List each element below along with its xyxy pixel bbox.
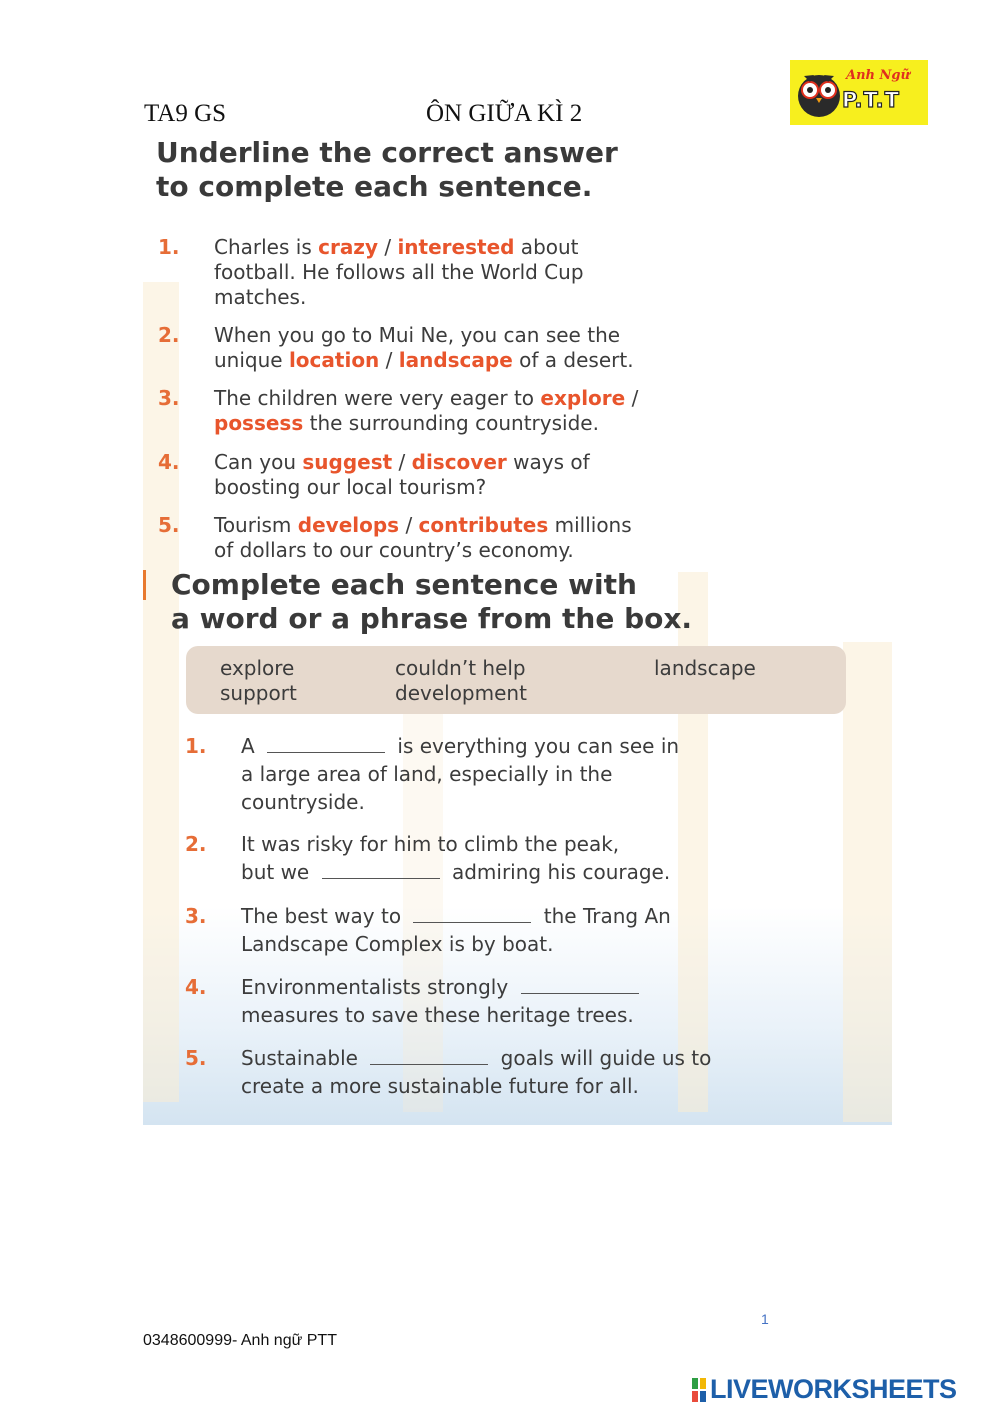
exercise1-title-line: Underline the correct answer xyxy=(156,136,618,169)
item-number: 5. xyxy=(158,513,180,537)
logo-brand-text: Anh Ngữ xyxy=(846,68,910,83)
text-segment: create a more sustainable future for all. xyxy=(241,1074,639,1098)
page-number: 1 xyxy=(761,1311,769,1327)
item-line xyxy=(241,788,679,816)
text-segment: / xyxy=(625,386,639,410)
answer-blank[interactable] xyxy=(413,906,531,923)
answer-blank[interactable] xyxy=(322,862,440,879)
anh-ngu-ptt-logo xyxy=(790,60,928,125)
item-text xyxy=(241,1044,711,1100)
item-line xyxy=(214,411,638,436)
liveworksheets-icon xyxy=(692,1378,706,1402)
owl-icon xyxy=(796,66,842,120)
word-box-item: landscape xyxy=(654,656,756,680)
item-number: 3. xyxy=(185,904,207,928)
footer-contact: 0348600999- Anh ngữ PTT xyxy=(143,1332,337,1349)
text-segment: boosting our local tourism? xyxy=(214,475,487,499)
exercise1-title-line: to complete each sentence. xyxy=(156,170,593,203)
item-line xyxy=(241,1001,645,1029)
text-segment: goals will guide us to xyxy=(494,1046,712,1070)
item-line xyxy=(214,450,590,475)
text-segment: of dollars to our country’s economy. xyxy=(214,538,574,562)
item-line xyxy=(241,732,679,760)
answer-option[interactable]: crazy xyxy=(318,235,378,259)
word-box-item: explore xyxy=(220,656,295,680)
item-number: 3. xyxy=(158,386,180,410)
exercise1-title xyxy=(156,136,618,204)
text-segment: / xyxy=(378,235,398,259)
text-segment: A xyxy=(241,734,262,758)
exercise2-title xyxy=(171,568,692,636)
text-segment: but we xyxy=(241,860,316,884)
item-text xyxy=(241,973,645,1029)
item-text xyxy=(241,902,671,958)
answer-blank[interactable] xyxy=(370,1048,488,1065)
item-line xyxy=(214,260,584,285)
text-segment: the Trang An xyxy=(537,904,671,928)
text-segment: The children were very eager to xyxy=(214,386,541,410)
text-segment: admiring his courage. xyxy=(445,860,671,884)
text-segment: / xyxy=(399,513,419,537)
text-segment: the surrounding countryside. xyxy=(303,411,599,435)
text-segment: of a desert. xyxy=(512,348,634,372)
answer-option[interactable]: possess xyxy=(214,411,304,435)
liveworksheets-text: LIVEWORKSHEETS xyxy=(710,1374,957,1404)
item-number: 2. xyxy=(158,323,180,347)
text-segment: Can you xyxy=(214,450,303,474)
answer-option[interactable]: suggest xyxy=(302,450,393,474)
item-line xyxy=(214,348,634,373)
item-number: 4. xyxy=(158,450,180,474)
item-number: 1. xyxy=(185,734,207,758)
section-marker xyxy=(143,570,146,600)
header-left: TA9 GS xyxy=(144,100,227,127)
answer-option[interactable]: contributes xyxy=(418,513,549,537)
text-segment: / xyxy=(379,348,399,372)
word-box-item: couldn’t help xyxy=(395,656,526,680)
item-line xyxy=(214,323,634,348)
text-segment: It was risky for him to climb the peak, xyxy=(241,832,620,856)
background-decoration xyxy=(843,642,892,1122)
item-text xyxy=(214,323,634,373)
text-segment: When you go to Mui Ne, you can see the xyxy=(214,323,621,347)
item-line xyxy=(241,1044,711,1072)
answer-option[interactable]: discover xyxy=(411,450,507,474)
answer-blank[interactable] xyxy=(521,977,639,994)
text-segment: is everything you can see in xyxy=(391,734,680,758)
worksheet-image xyxy=(143,132,892,1125)
item-text xyxy=(214,235,584,310)
answer-option[interactable]: interested xyxy=(397,235,515,259)
item-line xyxy=(214,235,584,260)
item-line xyxy=(241,930,671,958)
item-line xyxy=(214,513,632,538)
exercise2-title-line: Complete each sentence with xyxy=(171,568,637,601)
header-center-title: ÔN GIỮA KÌ 2 xyxy=(426,100,583,127)
text-segment: / xyxy=(392,450,412,474)
answer-option[interactable]: landscape xyxy=(398,348,513,372)
text-segment: Sustainable xyxy=(241,1046,365,1070)
item-text xyxy=(214,513,632,563)
item-text xyxy=(214,450,590,500)
item-line xyxy=(241,760,679,788)
text-segment: millions xyxy=(548,513,632,537)
item-line xyxy=(214,475,590,500)
text-segment: Landscape Complex is by boat. xyxy=(241,932,554,956)
item-text xyxy=(241,830,670,886)
text-segment: football. He follows all the World Cup xyxy=(214,260,584,284)
item-line xyxy=(241,858,670,886)
logo-initials: P.T.T xyxy=(842,88,900,112)
item-text xyxy=(214,386,638,436)
item-number: 1. xyxy=(158,235,180,259)
item-number: 4. xyxy=(185,975,207,999)
answer-option[interactable]: develops xyxy=(297,513,400,537)
item-line xyxy=(241,830,670,858)
item-line xyxy=(241,1072,711,1100)
item-number: 2. xyxy=(185,832,207,856)
word-box-item: development xyxy=(395,681,527,705)
text-segment: measures to save these heritage trees. xyxy=(241,1003,634,1027)
text-segment: unique xyxy=(214,348,289,372)
item-number: 5. xyxy=(185,1046,207,1070)
text-segment: ways of xyxy=(506,450,590,474)
exercise2-title-line: a word or a phrase from the box. xyxy=(171,602,693,635)
item-line xyxy=(214,538,632,563)
answer-option[interactable]: explore xyxy=(540,386,626,410)
text-segment: Charles is xyxy=(214,235,319,259)
item-line xyxy=(214,285,584,310)
text-segment: The best way to xyxy=(241,904,408,928)
item-line xyxy=(214,386,638,411)
item-line xyxy=(241,973,645,1001)
answer-option[interactable]: location xyxy=(288,348,380,372)
text-segment: countryside. xyxy=(241,790,365,814)
word-box-item: support xyxy=(220,681,297,705)
item-text xyxy=(241,732,679,816)
item-line xyxy=(241,902,671,930)
text-segment: a large area of land, especially in the xyxy=(241,762,613,786)
word-box xyxy=(186,646,846,714)
text-segment: matches. xyxy=(214,285,307,309)
text-segment: about xyxy=(514,235,579,259)
text-segment: Tourism xyxy=(214,513,298,537)
text-segment: Environmentalists strongly xyxy=(241,975,515,999)
answer-blank[interactable] xyxy=(267,736,385,753)
